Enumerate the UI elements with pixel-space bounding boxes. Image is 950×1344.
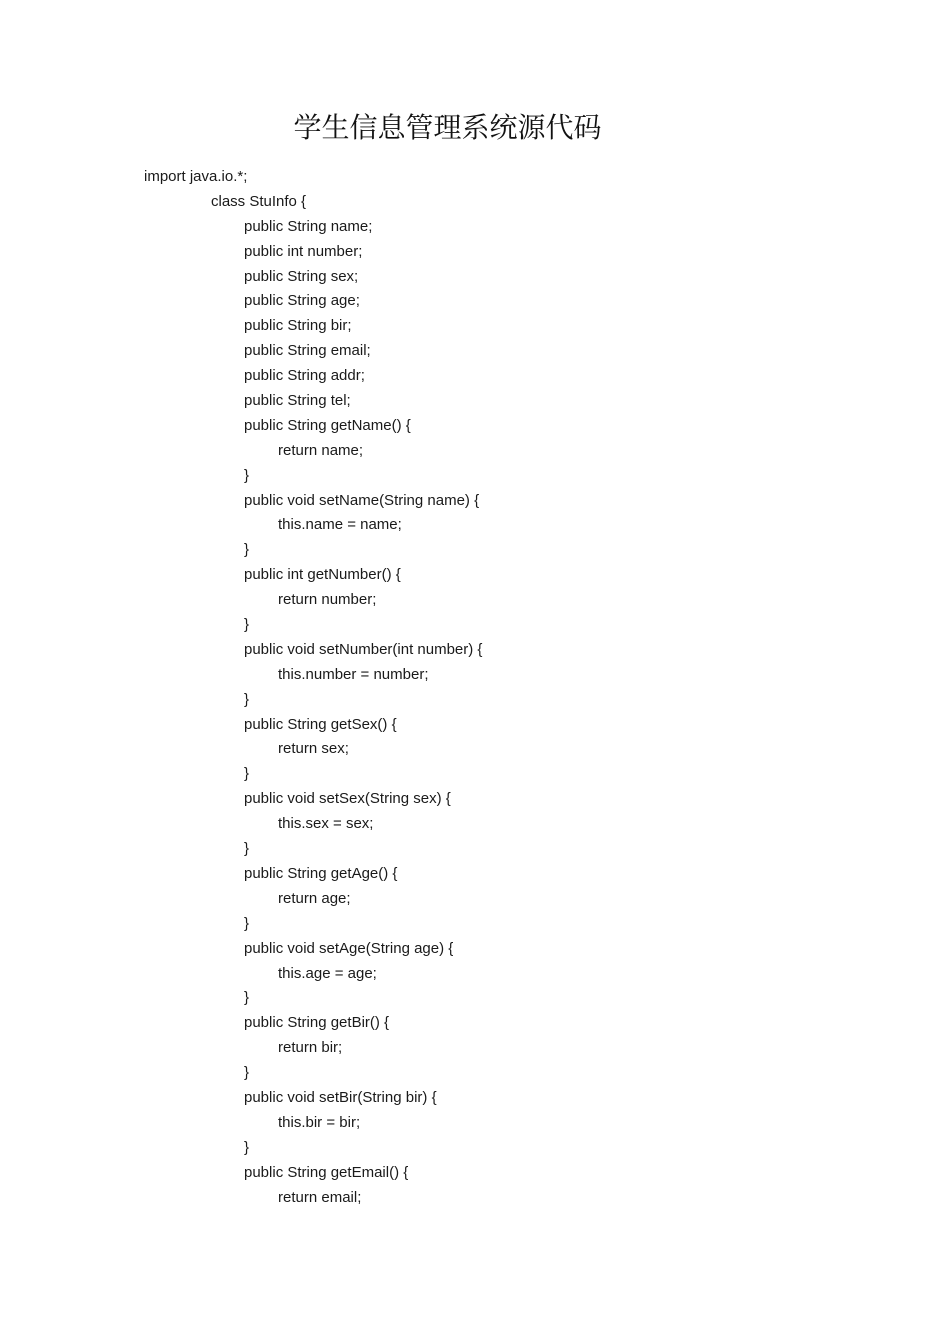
code-line: return age; — [278, 889, 351, 907]
code-line: } — [244, 466, 250, 484]
code-line: public void setBir(String bir) { — [244, 1088, 437, 1106]
code-line: return bir; — [278, 1039, 343, 1057]
code-line: public int number; — [244, 242, 363, 260]
code-line: } — [244, 616, 250, 634]
code-line: } — [244, 765, 250, 783]
code-line: } — [244, 840, 250, 858]
code-line: this.sex = sex; — [278, 815, 374, 833]
code-line: public String bir; — [244, 317, 352, 335]
code-line: this.number = number; — [278, 665, 429, 683]
code-line: return name; — [278, 441, 364, 459]
code-line: public String sex; — [244, 267, 359, 285]
code-line: public String age; — [244, 292, 360, 310]
code-line: public String getAge() { — [244, 864, 398, 882]
code-line: public String tel; — [244, 392, 351, 410]
code-line: } — [244, 989, 250, 1007]
code-line: public String getSex() { — [244, 715, 397, 733]
code-line: public String addr; — [244, 367, 365, 385]
code-line: } — [244, 690, 250, 708]
code-line: this.age = age; — [278, 964, 377, 982]
code-line: return sex; — [278, 740, 349, 758]
code-line: } — [244, 914, 250, 932]
code-line: public void setNumber(int number) { — [244, 640, 483, 658]
code-line: public String name; — [244, 217, 373, 235]
code-line: public void setSex(String sex) { — [244, 790, 451, 808]
code-line: import java.io.*; — [144, 168, 248, 185]
code-line: } — [244, 1138, 250, 1156]
code-listing — [144, 165, 844, 1210]
code-line: public String getBir() { — [244, 1014, 390, 1032]
code-line: this.name = name; — [278, 516, 402, 534]
code-line: class StuInfo { — [211, 192, 307, 210]
code-line: public void setName(String name) { — [244, 491, 480, 509]
code-line: } — [244, 1064, 250, 1082]
code-line: } — [244, 541, 250, 559]
code-line: public String getName() { — [244, 416, 411, 434]
document-title: 学生信息管理系统源代码 — [293, 111, 602, 144]
code-line: public int getNumber() { — [244, 566, 401, 584]
code-line: public String email; — [244, 342, 371, 360]
code-line: public void setAge(String age) { — [244, 939, 454, 957]
code-line: return number; — [278, 591, 377, 609]
code-line: this.bir = bir; — [278, 1113, 361, 1131]
code-line: public String getEmail() { — [244, 1163, 409, 1181]
code-line: return email; — [278, 1188, 362, 1206]
